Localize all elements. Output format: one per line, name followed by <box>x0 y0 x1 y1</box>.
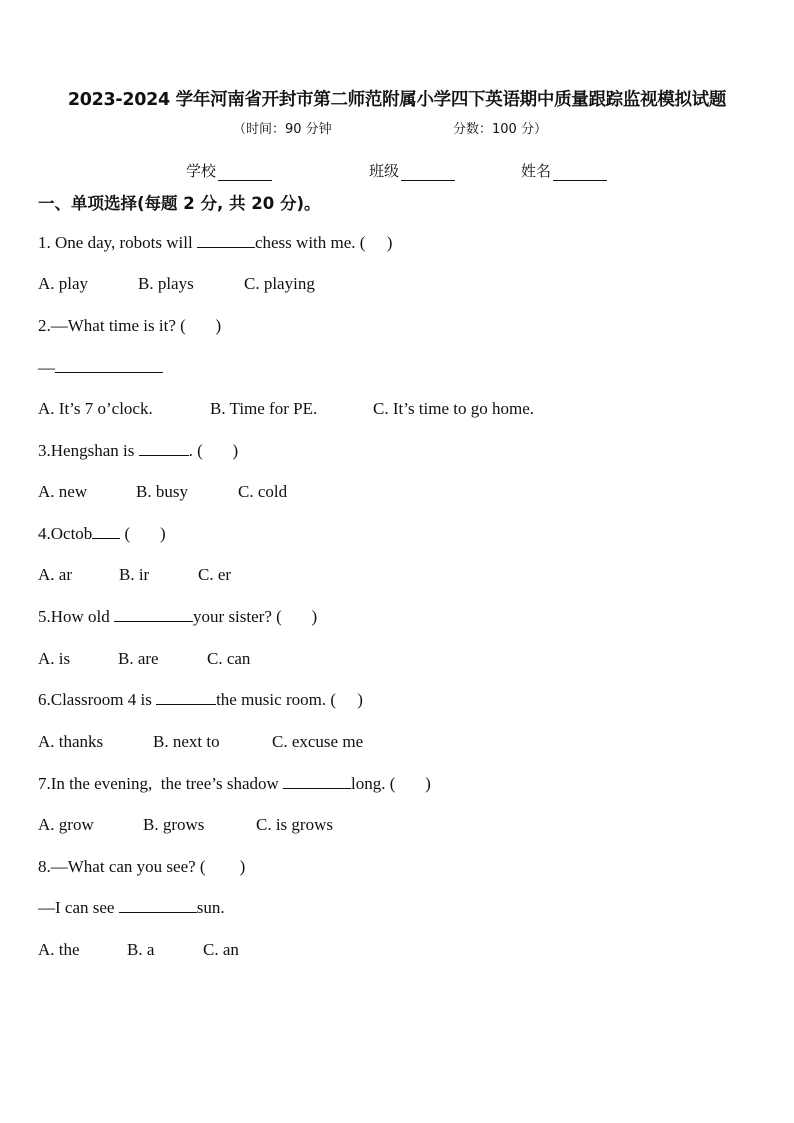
q5-option-c[interactable]: C. can <box>207 649 251 668</box>
answer-blank[interactable] <box>114 607 193 622</box>
q8-option-c[interactable]: C. an <box>203 940 239 959</box>
answer-blank[interactable] <box>139 441 189 456</box>
question-2-stem: 2.—What time is it? ( ) <box>38 316 222 335</box>
q5-option-a[interactable]: A. is <box>38 649 71 668</box>
answer-blank[interactable] <box>197 233 255 248</box>
answer-blank[interactable] <box>156 690 216 705</box>
answer-blank[interactable] <box>92 524 120 539</box>
class-blank[interactable] <box>401 164 455 181</box>
q5-option-b[interactable]: B. are <box>118 649 159 668</box>
q7-option-a[interactable]: A. grow <box>38 815 94 834</box>
question-2-dash: — <box>38 358 55 377</box>
question-4 <box>38 524 166 544</box>
question-6-stem-b: the music room. ( ) <box>216 690 363 709</box>
answer-blank[interactable] <box>283 774 351 789</box>
exam-time: （时间：90 分钟 <box>233 122 332 137</box>
section-title: 一、单项选择(每题 2 分, 共 20 分)。 <box>38 194 321 213</box>
question-5-stem-b: your sister? ( ) <box>193 607 318 626</box>
school-label: 学校 <box>186 162 217 180</box>
name-field[interactable] <box>521 160 607 181</box>
q2-option-a[interactable]: A. It’s 7 o’clock. <box>38 399 153 418</box>
class-label: 班级 <box>369 162 400 180</box>
question-7-stem-b: long. ( ) <box>351 774 431 793</box>
question-4-stem-b: ( ) <box>120 524 166 543</box>
question-6-stem-a: 6.Classroom 4 is <box>38 690 157 709</box>
question-1 <box>38 233 392 253</box>
q8-option-a[interactable]: A. the <box>38 940 80 959</box>
question-2 <box>38 316 221 336</box>
question-5-stem-a: 5.How old <box>38 607 115 626</box>
q4-option-c[interactable]: C. er <box>198 565 232 584</box>
exam-score: 分数：100 分） <box>453 122 547 137</box>
question-3 <box>38 441 238 461</box>
question-8-stem: 8.—What can you see? ( ) <box>38 857 246 876</box>
question-5 <box>38 607 317 627</box>
question-1-stem-a: 1. One day, robots will <box>38 233 197 252</box>
question-4-stem-a: 4.Octob <box>38 524 93 543</box>
q2-option-c[interactable]: C. It’s time to go home. <box>373 399 535 418</box>
q3-option-c[interactable]: C. cold <box>238 482 288 501</box>
q6-option-c[interactable]: C. excuse me <box>272 732 364 751</box>
question-8-reply-a: —I can see <box>38 898 119 917</box>
q7-option-b[interactable]: B. grows <box>143 815 205 834</box>
q3-option-a[interactable]: A. new <box>38 482 88 501</box>
school-blank[interactable] <box>218 164 272 181</box>
q1-option-c[interactable]: C. playing <box>244 274 315 293</box>
name-blank[interactable] <box>553 164 607 181</box>
q1-option-b[interactable]: B. plays <box>138 274 194 293</box>
question-8-reply <box>38 898 225 918</box>
name-label: 姓名 <box>521 162 552 180</box>
question-3-stem-a: 3.Hengshan is <box>38 441 139 460</box>
answer-blank[interactable] <box>55 358 163 373</box>
school-field[interactable] <box>186 160 272 181</box>
q4-option-a[interactable]: A. ar <box>38 565 72 584</box>
q6-option-b[interactable]: B. next to <box>153 732 220 751</box>
q6-option-a[interactable]: A. thanks <box>38 732 104 751</box>
q7-option-c[interactable]: C. is grows <box>256 815 333 834</box>
question-3-stem-b: . ( ) <box>188 441 239 460</box>
question-7-stem-a: 7.In the evening, the tree’s shadow <box>38 774 284 793</box>
q4-option-b[interactable]: B. ir <box>119 565 150 584</box>
question-7 <box>38 774 431 794</box>
question-8-reply-b: sun. <box>196 898 225 917</box>
question-8 <box>38 857 245 877</box>
question-1-stem-b: chess with me. ( ) <box>254 233 393 252</box>
question-6 <box>38 690 363 710</box>
class-field[interactable] <box>369 160 455 181</box>
question-2-reply <box>38 358 163 378</box>
q1-option-a[interactable]: A. play <box>38 274 89 293</box>
answer-blank[interactable] <box>119 898 197 913</box>
q8-option-b[interactable]: B. a <box>127 940 155 959</box>
exam-title: 2023-2024 学年河南省开封市第二师范附属小学四下英语期中质量跟踪监视模拟试题 <box>67 90 727 110</box>
q2-option-b[interactable]: B. Time for PE. <box>210 399 318 418</box>
q3-option-b[interactable]: B. busy <box>136 482 188 501</box>
